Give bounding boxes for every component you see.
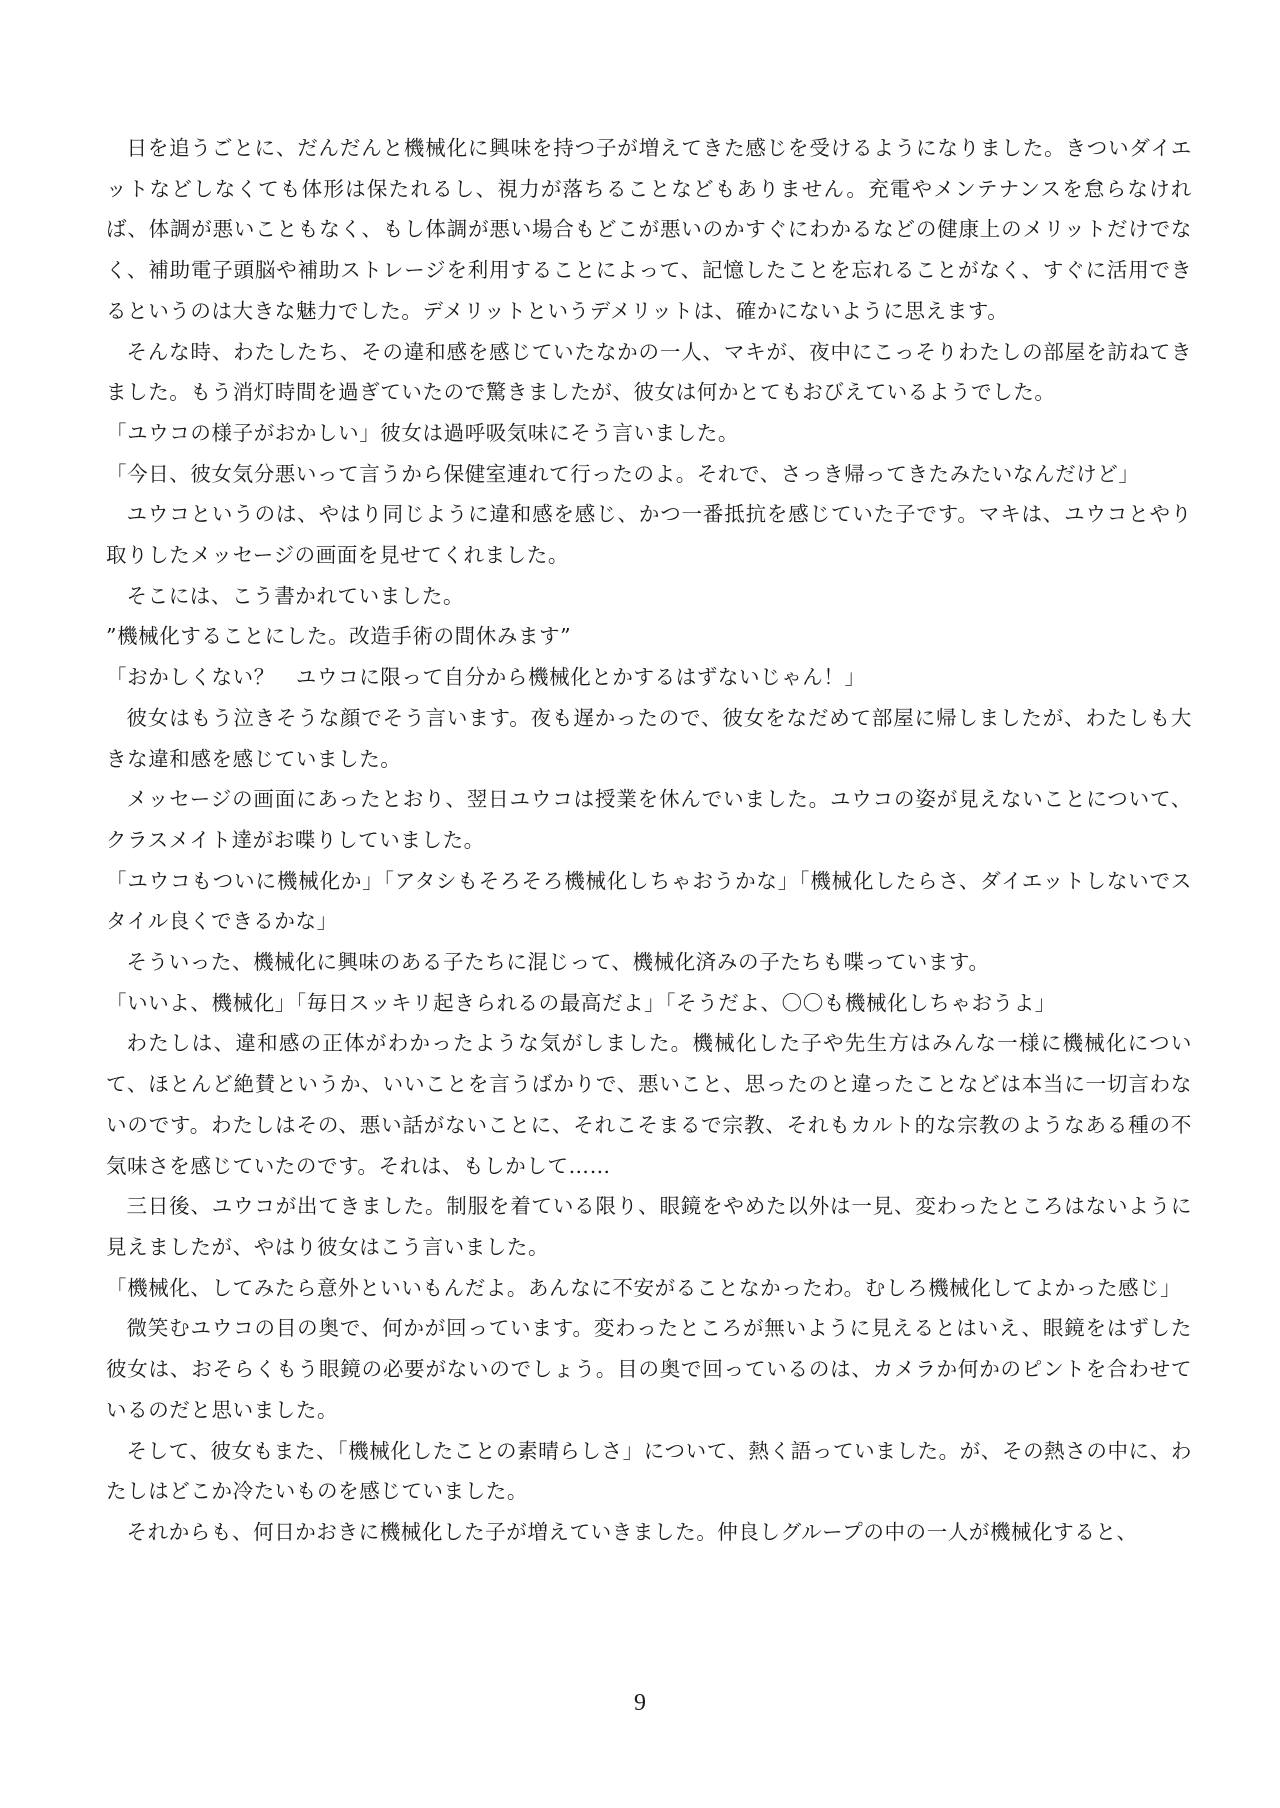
paragraph: そういった、機械化に興味のある子たちに混じって、機械化済みの子たちも喋っています。 [126,950,990,975]
paragraph: ユウコというのは、やはり同じように違和感を感じ、かつ一番抵抗を感じていた子です。マキは、ユウコとやり取りしたメッセージの画面を見せてくれました。 [106,502,1192,568]
paragraph: そこには、こう書かれていました。 [126,583,465,608]
paragraph: 日を追うごとに、だんだんと機械化に興味を持つ子が増えてきた感じを受けるようになりました。きついダイエットなどしなくても体形は保たれるし、視力が落ちることなどもありません。充電やメンテナンスを怠らなければ、体調が悪いこともなく、もし体調が悪い場合もどこが悪いのかすぐにわかるなどの健康上のメリットだけでなく、補助電子頭脳や補助ストレージを利用することによって、記憶したことを忘れることがなく、すぐに活用できるというのは大きな魅力でした。デメリットというデメリットは、確かにないように思えます。 [106,136,1192,323]
paragraph: 「ユウコの様子がおかしい」彼女は過呼吸気味にそう言いました。 [106,420,739,445]
page-number: 9 [634,1690,646,1716]
paragraph: 「いいよ、機械化」「毎日スッキリ起きられるの最高だよ」「そうだよ、〇〇も機械化しちゃおうよ」 [106,990,1056,1015]
paragraph: わたしは、違和感の正体がわかったような気がしました。機械化した子や先生方はみんな一様に機械化について、ほとんど絶賛というか、いいことを言うばかりで、悪いこと、思ったのと違ったことなどは本当に一切言わないのです。わたしはその、悪い話がないことに、それこそまるで宗教、それもカルト的な宗教のようなある種の不気味さを感じていたのです。それは、もしかして…… [106,1031,1192,1178]
paragraph: 「機械化、してみたら意外といいもんだよ。あんなに不安がることなかったわ。むしろ機械化してよかった感じ」 [106,1275,1182,1300]
paragraph: それからも、何日かおきに機械化した子が増えていきました。仲良しグループの中の一人が機械化すると、 [126,1519,1138,1544]
body-text [106,128,1192,1553]
paragraph: 三日後、ユウコが出てきました。制服を着ている限り、眼鏡をやめた以外は一見、変わったところはないように見えましたが、やはり彼女はこう言いました。 [106,1194,1192,1259]
paragraph: 微笑むユウコの目の奥で、何かが回っています。変わったところが無いように見えるとはいえ、眼鏡をはずした彼女は、おそらくもう眼鏡の必要がないのでしょう。目の奥で回っているのは、カメラか何かのピントを合わせているのだと思いました。 [106,1316,1192,1422]
paragraph: メッセージの画面にあったとおり、翌日ユウコは授業を休んでいました。ユウコの姿が見えないことについて、クラスメイト達がお喋りしていました。 [106,787,1192,852]
paragraph: そんな時、わたしたち、その違和感を感じていたなかの一人、マキが、夜中にこっそりわたしの部屋を訪ねてきました。もう消灯時間を過ぎていたので驚きましたが、彼女は何かとてもおびえているようでした。 [106,339,1192,405]
paragraph: 「ユウコもついに機械化か」「アタシもそろそろ機械化しちゃおうかな」「機械化したらさ、ダイエットしないでスタイル良くできるかな」 [106,868,1192,934]
paragraph: ”機械化することにした。改造手術の間休みます” [106,624,572,649]
paragraph: 「おかしくない？ ユウコに限って自分から機械化とかするはずないじゃん！」 [106,665,866,690]
paragraph: 「今日、彼女気分悪いって言うから保健室連れて行ったのよ。それで、さっき帰ってきたみたいなんだけど」 [106,461,1140,486]
paragraph: 彼女はもう泣きそうな顔でそう言います。夜も遅かったので、彼女をなだめて部屋に帰しましたが、わたしも大きな違和感を感じていました。 [106,705,1192,771]
paragraph: そして、彼女もまた、「機械化したことの素晴らしさ」について、熱く語っていました。が、その熱さの中に、わたしはどこか冷たいものを感じていました。 [106,1438,1192,1504]
